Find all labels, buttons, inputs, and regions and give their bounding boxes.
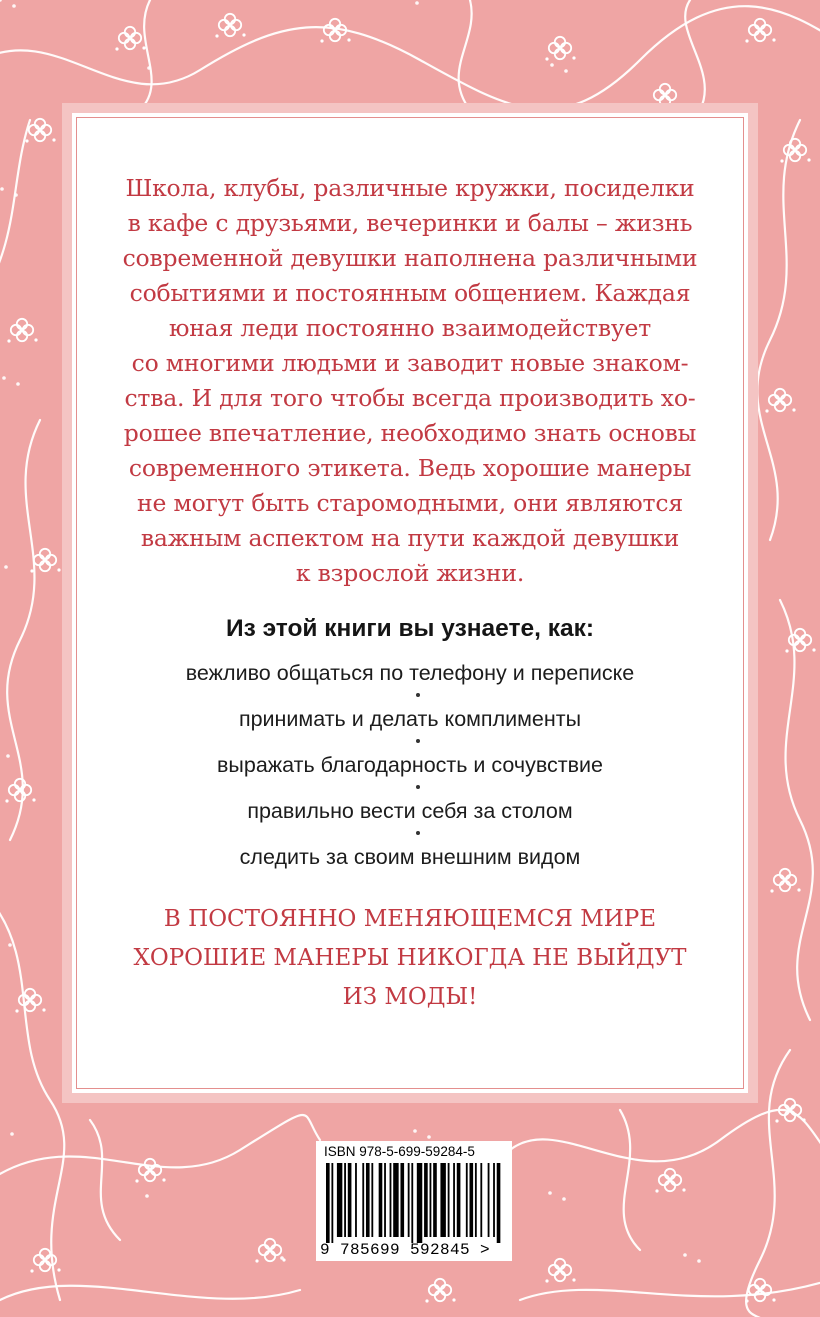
bullet-dot-icon bbox=[416, 739, 420, 743]
list-item-text: принимать и делать комплименты bbox=[238, 707, 582, 731]
list-item-text: выражать благодарность и сочувствие bbox=[216, 753, 604, 777]
description-line: ства. И для того чтобы всегда производить хо- bbox=[124, 384, 696, 412]
barcode-panel bbox=[316, 1141, 512, 1261]
slogan-line: ИЗ МОДЫ! bbox=[342, 984, 478, 1010]
description-line: современного этикета. Ведь хорошие манеры bbox=[128, 454, 692, 482]
description-line: современной девушки наполнена различными bbox=[122, 244, 698, 272]
list-heading: Из этой книги вы узнаете, как: bbox=[225, 615, 595, 642]
list-item bbox=[72, 752, 748, 798]
list-item bbox=[72, 660, 748, 706]
slogan-line: В ПОСТОЯННО МЕНЯЮЩЕМСЯ МИРЕ bbox=[163, 906, 657, 932]
bullet-dot-icon bbox=[416, 693, 420, 697]
slogan-line: ХОРОШИЕ МАНЕРЫ НИКОГДА НЕ ВЫЙДУТ bbox=[133, 945, 687, 971]
description-line: важным аспектом на пути каждой девушки bbox=[140, 524, 680, 552]
list-item bbox=[72, 844, 748, 890]
list-item-text: правильно вести себя за столом bbox=[247, 799, 573, 823]
description-line: к взрослой жизни. bbox=[295, 559, 525, 587]
text-panel bbox=[62, 103, 758, 1103]
description-line: в кафе с друзьями, вечеринки и балы – жизнь bbox=[127, 209, 693, 237]
description-line: рошее впечатление, необходимо знать основы bbox=[123, 419, 697, 447]
isbn-label: ISBN 978-5-699-59284-5 bbox=[324, 1144, 475, 1159]
slogan bbox=[72, 900, 748, 1017]
bullet-dot-icon bbox=[416, 831, 420, 835]
list-item bbox=[72, 706, 748, 752]
description-line: не могут быть старомодными, они являются bbox=[137, 489, 683, 517]
description-line: событиями и постоянным общением. Каждая bbox=[129, 279, 691, 307]
description-line: Школа, клубы, различные кружки, посиделки bbox=[125, 174, 695, 202]
list-item bbox=[72, 798, 748, 844]
list-item-text: вежливо общаться по телефону и переписке bbox=[185, 661, 635, 685]
description-paragraph bbox=[112, 171, 708, 591]
bullet-dot-icon bbox=[416, 785, 420, 789]
description-line: со многими людьми и заводит новые знаком- bbox=[131, 349, 689, 377]
description-line: юная леди постоянно взаимодействует bbox=[168, 314, 652, 342]
list-item-text: следить за своим внешним видом bbox=[239, 845, 581, 869]
learning-list bbox=[72, 660, 748, 890]
barcode-bars bbox=[324, 1163, 506, 1243]
barcode-digits: 9 785699 592845 > bbox=[320, 1241, 491, 1259]
